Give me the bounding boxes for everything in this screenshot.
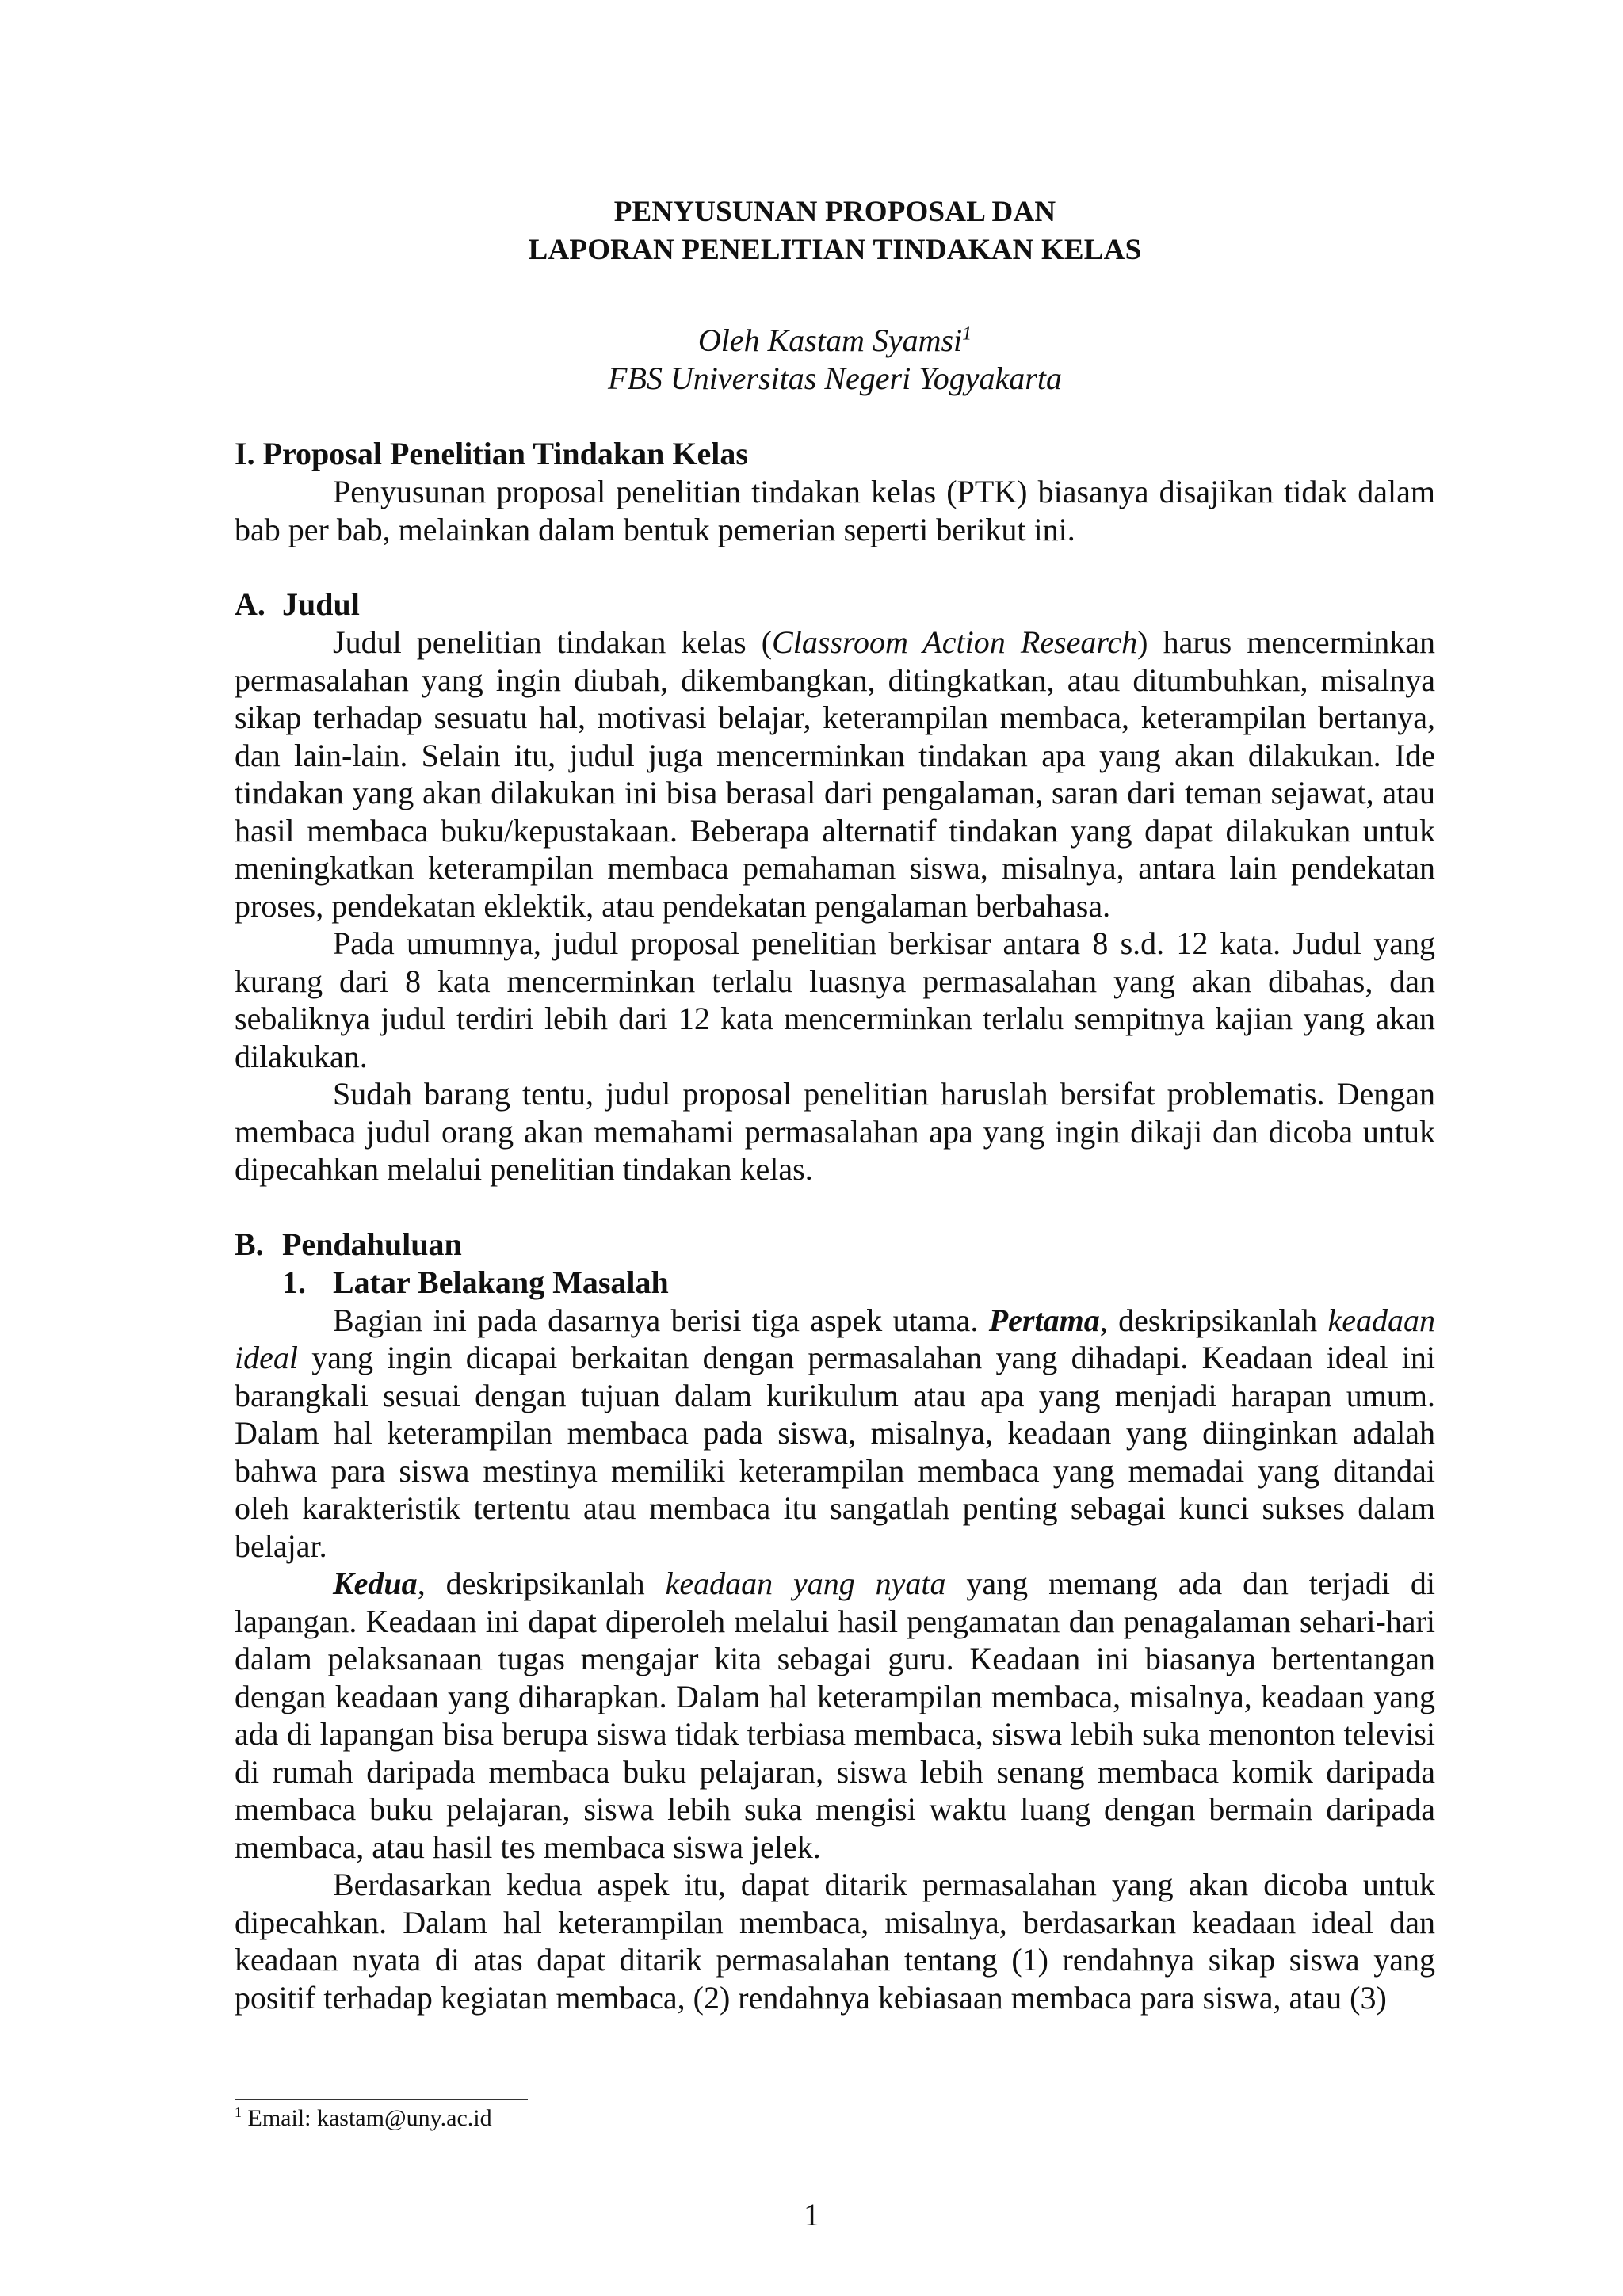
footnote-email: Email: kastam@uny.ac.id [247, 2105, 492, 2131]
section-heading-judul: A. Judul [235, 586, 360, 622]
paragraph-judul-2: Pada umumnya, judul proposal penelitian berkisar antara 8 s.d. 12 kata. Judul yang kurang dari 8 kata mencerminkan terlalu luasnya permasalahan yang akan dibahas, dan sebaliknya judul terdiri lebih dari 12 kata mencerminkan terlalu sempitnya kajian yang akan dilakukan. [235, 925, 1435, 1074]
section-heading-pendahuluan: B. Pendahuluan [235, 1226, 462, 1262]
footnote [235, 2104, 492, 2133]
author-affiliation: FBS Universitas Negeri Yogyakarta [608, 360, 1062, 396]
footnote-divider [235, 2099, 528, 2100]
section-heading-proposal: I. Proposal Penelitian Tindakan Kelas [235, 436, 748, 471]
paragraph-latar-3: Berdasarkan kedua aspek itu, dapat ditarik permasalahan yang akan dicoba untuk dipecahkan. Dalam hal keterampilan membaca, misalnya, berdasarkan keadaan ideal dan keadaan nyata di atas dapat ditarik permasalahan tentang (1) rendahnya sikap siswa yang positif terhadap kegiatan membaca, (2) rendahnya kebiasaan membaca para siswa, atau (3) [235, 1867, 1435, 2016]
title-block [235, 193, 1435, 269]
document-page [235, 193, 1435, 2016]
paragraph-judul-3: Sudah barang tentu, judul proposal penelitian haruslah bersifat problematis. Dengan membaca judul orang akan memahami permasalahan apa yang ingin dikaji dan dicoba untuk dipecahkan melalui penelitian tindakan kelas. [235, 1076, 1435, 1187]
paragraph-intro: Penyusunan proposal penelitian tindakan kelas (PTK) biasanya disajikan tidak dalam bab per bab, melainkan dalam bentuk pemerian seperti berikut ini. [235, 474, 1435, 547]
title-line-2: LAPORAN PENELITIAN TINDAKAN KELAS [528, 234, 1142, 266]
footnote-mark: 1 [235, 2104, 242, 2120]
paragraph-judul-1: Judul penelitian tindakan kelas (Classroom Action Research) harus mencerminkan permasalahan yang ingin diubah, dikembangkan, ditingkatkan, atau ditumbuhkan, misalnya sikap terhadap sesuatu hal, motivasi belajar, keterampilan membaca, keterampilan bertanya, dan lain-lain. Selain itu, judul juga mencerminkan tindakan apa yang akan dilakukan. Ide tindakan yang akan dilakukan ini bisa berasal dari pengalaman, saran dari teman sejawat, atau hasil membaca buku/kepustakaan. Beberapa alternatif tindakan yang dapat dilakukan untuk meningkatkan keterampilan membaca pemahaman siswa, misalnya, antara lain pendekatan proses, pendekatan eklektik, atau pendekatan pengalaman berbahasa. [235, 624, 1435, 924]
author-footnote-mark: 1 [962, 323, 972, 345]
subsection-heading-latar-belakang: 1. Latar Belakang Masalah [282, 1264, 669, 1300]
paragraph-latar-1: Bagian ini pada dasarnya berisi tiga aspek utama. Pertama, deskripsikanlah keadaan ideal yang ingin dicapai berkaitan dengan permasalahan yang dihadapi. Keadaan ideal ini barangkali sesuai dengan tujuan dalam kurikulum atau apa yang menjadi harapan umum. Dalam hal keterampilan membaca pada siswa, misalnya, keadaan yang diinginkan adalah bahwa para siswa mestinya memiliki keterampilan membaca yang memadai yang ditandai oleh karakteristik tertentu atau membaca itu sangatlah penting sebagai kunci sukses dalam belajar. [235, 1302, 1435, 1564]
author-block [235, 322, 1435, 398]
author-name: Oleh Kastam Syamsi$^1$ [697, 322, 972, 358]
title-line-1: PENYUSUNAN PROPOSAL DAN [613, 196, 1056, 228]
paragraph-latar-2: Kedua, deskripsikanlah keadaan yang nyata yang memang ada dan terjadi di lapangan. Keadaan ini dapat diperoleh melalui hasil pengamatan dan penagalaman sehari-hari dalam pelaksanaan tugas mengajar kita sebagai guru. Keadaan ini biasanya bertentangan dengan keadaan yang diharapkan. Dalam hal keterampilan membaca, misalnya, keadaan yang ada di lapangan bisa berupa siswa tidak terbiasa membaca, siswa lebih suka menonton televisi di rumah daripada membaca buku pelajaran, siswa lebih senang membaca komik daripada membaca buku pelajaran, siswa lebih suka mengisi waktu luang dengan bermain daripada membaca, atau hasil tes membaca siswa jelek. [235, 1566, 1435, 1865]
page-number: 1 [804, 2197, 819, 2233]
